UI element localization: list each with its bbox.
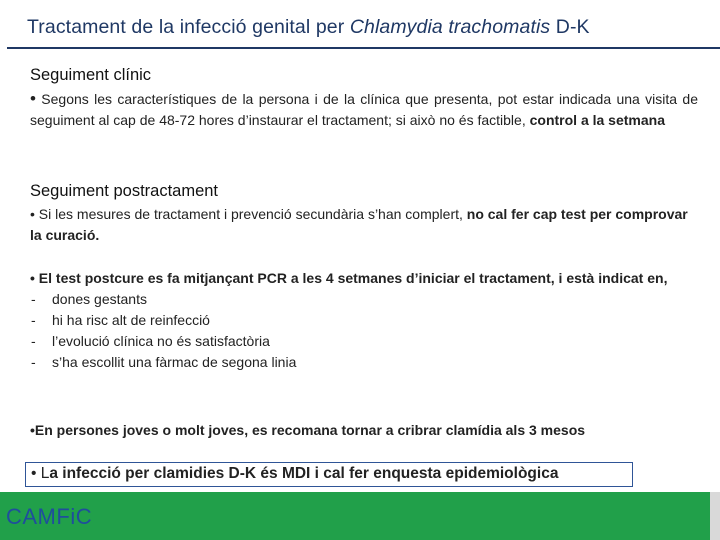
list-item: - s’ha escollit una fàrmac de segona linia <box>30 352 698 373</box>
footer-edge <box>710 492 720 540</box>
title-text-start: Tractament de la infecció genital per <box>27 16 350 38</box>
title-species-name: Chlamydia trachomatis <box>349 16 551 38</box>
bullet-marker: • <box>30 89 36 108</box>
paragraph-test-of-cure <box>30 268 698 373</box>
test-of-cure-indications-list <box>30 289 698 373</box>
slide-title <box>27 16 590 39</box>
paragraph-young-rescreening: •En persones joves o molt joves, es recomana tornar a cribrar clamídia als 3 mesos <box>30 422 586 438</box>
list-item: - l’evolució clínica no és satisfactòria <box>30 331 698 352</box>
footer-bar <box>0 492 710 540</box>
paragraph-post-treatment <box>30 204 698 246</box>
camfic-logo: CAMFiC <box>6 504 93 529</box>
paragraph-post-treatment-emphasis: no cal fer cap test per comprovar la curació. <box>30 206 688 243</box>
title-text-end: D-K <box>550 16 590 38</box>
paragraph-post-treatment-text: • Si les mesures de tractament i prevenció secundària s’han complert, <box>30 206 467 222</box>
list-item: - dones gestants <box>30 289 698 310</box>
paragraph-clinical-followup-emphasis: control a la setmana <box>529 112 665 128</box>
boxed-note-text: a infecció per clamidies D-K és MDI i cal fer enquesta epidemiològica <box>49 465 559 482</box>
list-item: - hi ha risc alt de reinfecció <box>30 310 698 331</box>
paragraph-clinical-followup <box>30 88 698 131</box>
paragraph-test-of-cure-intro: • El test postcure es fa mitjançant PCR a les 4 setmanes d’iniciar el tractament, i està indicat en, <box>30 270 668 286</box>
boxed-note-notifiable-disease <box>25 462 633 487</box>
heading-post-treatment-followup: Seguiment postractament <box>30 182 219 200</box>
heading-clinical-followup: Seguiment clínic <box>30 66 152 84</box>
paragraph-clinical-followup-text: Segons les característiques de la persona i de la clínica que presenta, pot estar indicada una visita de seguiment al cap de 48-72 hores d’instaurar el tractament; si això no és factible, <box>30 91 698 128</box>
title-bar <box>0 0 720 50</box>
boxed-note-bullet: • L <box>31 465 50 482</box>
title-underline <box>7 47 720 49</box>
